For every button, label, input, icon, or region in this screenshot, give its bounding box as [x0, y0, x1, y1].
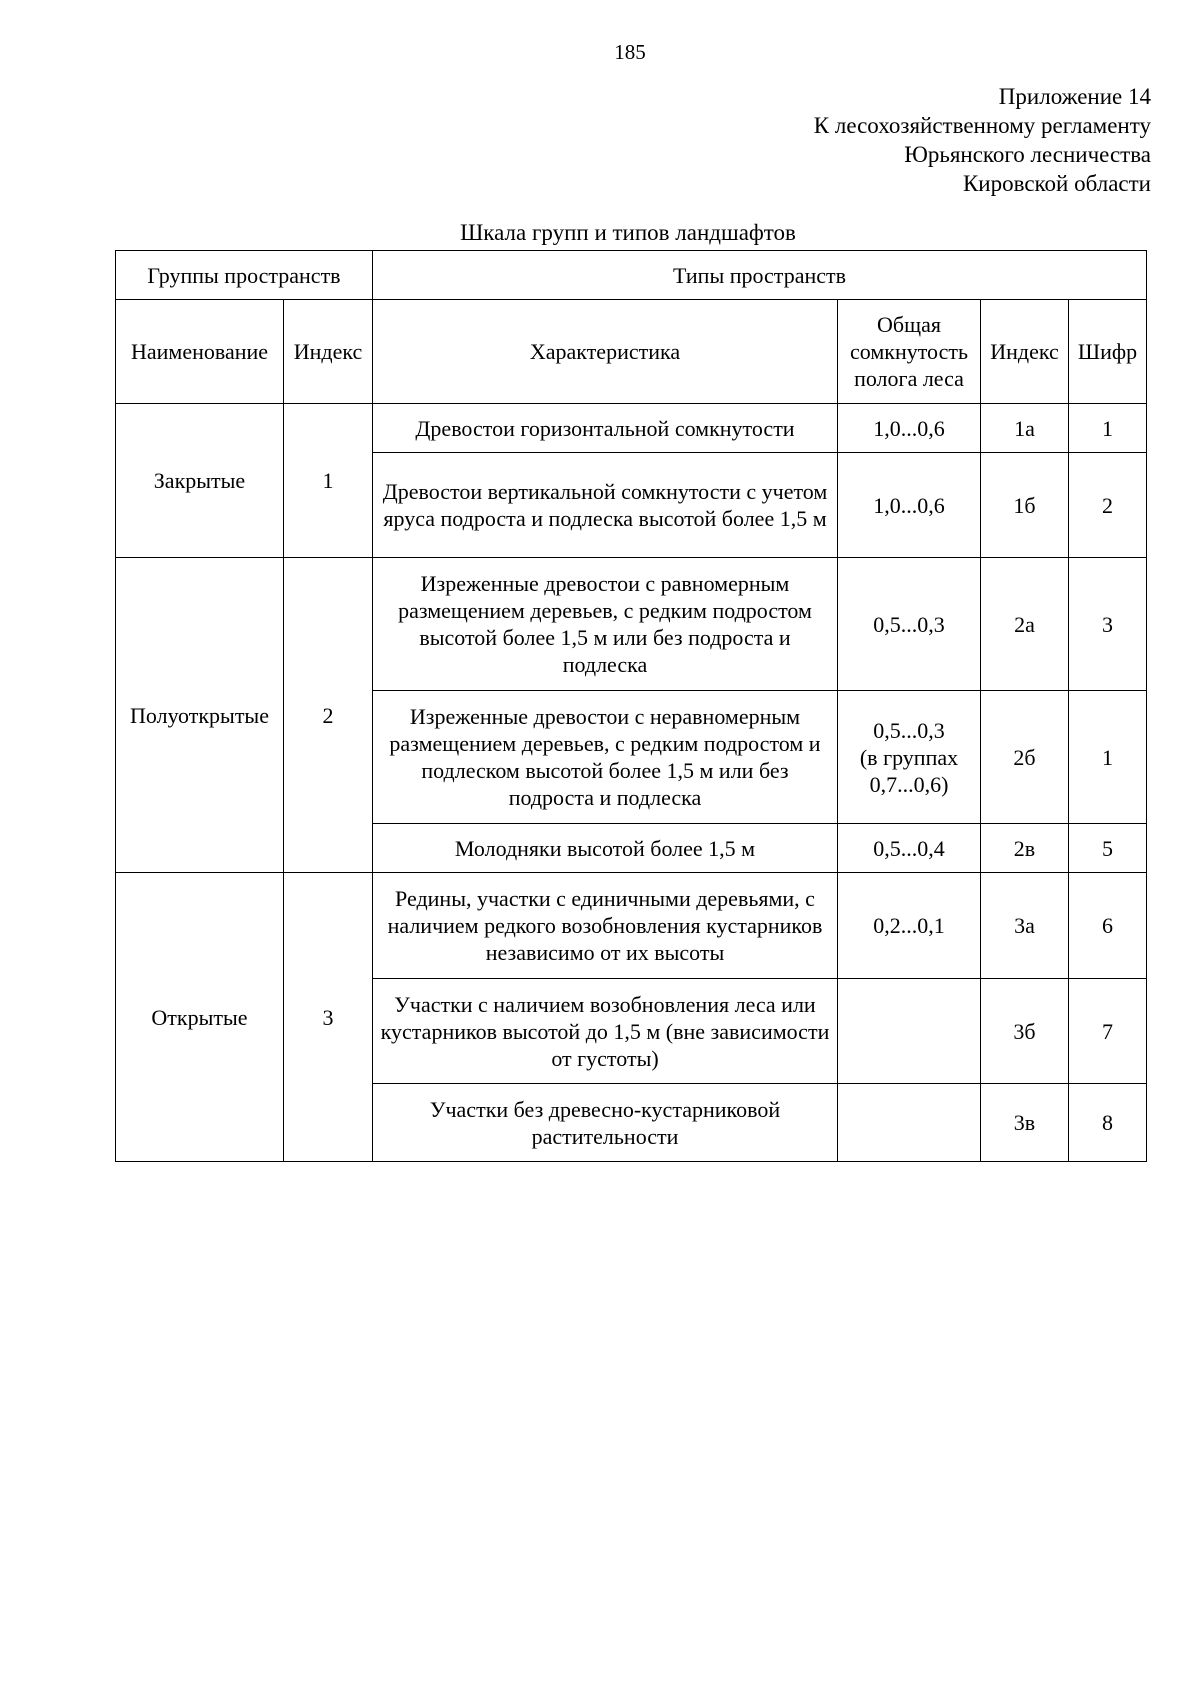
type-closure-line: (в группах [859, 744, 959, 770]
type-closure-line: 0,7...0,6) [869, 771, 949, 797]
header-closure-line: Общая [877, 312, 941, 337]
type-closure: 0,5...0,4 [838, 824, 981, 873]
type-closure [838, 691, 981, 824]
type-closure: 0,2...0,1 [838, 873, 981, 979]
group-name: Полуоткрытые [116, 558, 284, 873]
appendix-heading [814, 82, 1151, 198]
type-characteristic: Изреженные древостои с неравномерным размещением деревьев, с редким подростом и подлеском высотой более 1,5 м или без подроста и подлеска [373, 691, 838, 824]
group-index: 2 [284, 558, 373, 873]
page-number: 185 [614, 40, 646, 64]
type-characteristic: Изреженные древостои с равномерным размещением деревьев, с редким подростом высотой более 1,5 м или без подроста и подлеска [373, 558, 838, 691]
header-closure [838, 300, 981, 404]
group-name: Открытые [116, 873, 284, 1162]
type-code: 1 [1069, 404, 1147, 453]
header-code: Шифр [1069, 300, 1147, 404]
header-group-index: Индекс [284, 300, 373, 404]
header-row-columns [116, 300, 1147, 404]
table-row [116, 558, 1147, 691]
type-closure: 0,5...0,3 [838, 558, 981, 691]
appendix-line: К лесохозяйственному регламенту [813, 113, 1151, 138]
landscape-scale-table [115, 250, 1147, 1162]
type-code: 8 [1069, 1084, 1147, 1162]
header-closure-line: полога леса [854, 366, 964, 391]
header-characteristic: Характеристика [373, 300, 838, 404]
group-index: 3 [284, 873, 373, 1162]
type-closure: 1,0...0,6 [838, 453, 981, 558]
type-index: 3в [981, 1084, 1069, 1162]
table-row [116, 873, 1147, 979]
type-closure-line: 0,5...0,3 [873, 717, 945, 743]
header-row-groups [116, 251, 1147, 300]
type-characteristic: Древостои вертикальной сомкнутости с учетом яруса подроста и подлеска высотой более 1,5 м [373, 453, 838, 558]
header-closure-line: сомкнутость [849, 339, 968, 364]
type-code: 2 [1069, 453, 1147, 558]
type-code: 1 [1069, 691, 1147, 824]
type-characteristic: Древостои горизонтальной сомкнутости [373, 404, 838, 453]
type-closure [838, 979, 981, 1084]
type-index: 2а [981, 558, 1069, 691]
type-closure [838, 1084, 981, 1162]
type-characteristic: Молодняки высотой более 1,5 м [373, 824, 838, 873]
type-code: 5 [1069, 824, 1147, 873]
table-row [116, 404, 1147, 453]
group-index: 1 [284, 404, 373, 558]
type-index: 2в [981, 824, 1069, 873]
type-index: 3а [981, 873, 1069, 979]
type-code: 6 [1069, 873, 1147, 979]
type-code: 3 [1069, 558, 1147, 691]
header-groups: Группы пространств [116, 251, 373, 300]
type-index: 2б [981, 691, 1069, 824]
type-characteristic: Редины, участки с единичными деревьями, с наличием редкого возобновления кустарников независимо от их высоты [373, 873, 838, 979]
type-index: 1б [981, 453, 1069, 558]
type-closure: 1,0...0,6 [838, 404, 981, 453]
type-code: 7 [1069, 979, 1147, 1084]
appendix-line: Приложение 14 [998, 84, 1151, 109]
appendix-line: Юрьянского лесничества [904, 142, 1151, 167]
header-type-index: Индекс [981, 300, 1069, 404]
type-index: 1а [981, 404, 1069, 453]
appendix-line: Кировской области [962, 171, 1151, 196]
header-types: Типы пространств [373, 251, 1147, 300]
type-characteristic: Участки с наличием возобновления леса или кустарников высотой до 1,5 м (вне зависимости от густоты) [373, 979, 838, 1084]
type-index: 3б [981, 979, 1069, 1084]
table-title: Шкала групп и типов ландшафтов [460, 220, 796, 245]
header-name: Наименование [116, 300, 284, 404]
group-name: Закрытые [116, 404, 284, 558]
type-characteristic: Участки без древесно-кустарниковой растительности [373, 1084, 838, 1162]
